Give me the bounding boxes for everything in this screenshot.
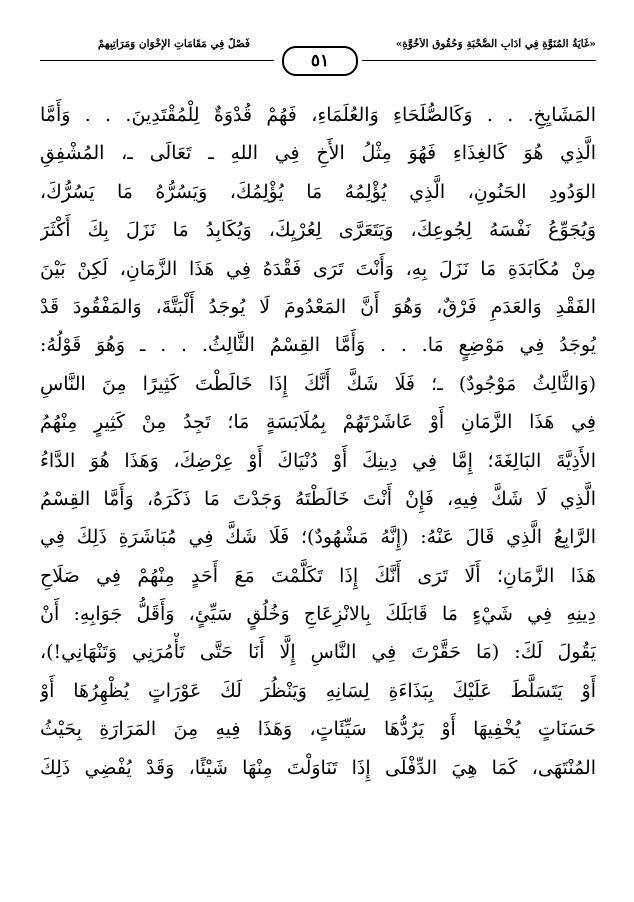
text-line: دِينِهِ فِي شَيْءٍ مَا قَابَلَكَ بِالانْزِعَاجِ وَخُلُقٍ سَيِّئٍ، وَأَقَلُّ جَوَابِهِ: أَنْ — [40, 603, 596, 626]
header-rule-right — [362, 60, 596, 61]
text-line: مِنْ مُكَابَدَةِ مَا نَزَلَ بِهِ، وَأَنْتَ تَرَى فَقْدَهُ فِي هَذَا الزَّمَانِ، لَكِنْ بَيْنَ — [40, 257, 596, 280]
page-number-badge: ٥١ — [282, 46, 358, 76]
text-line: يُوجَدُ فِي مَوْضِعٍ مَا. . . وَأَمَّا القِسْمُ الثَّالِثُ. . . ـ وَهُوَ قَوْلُهُ: — [40, 334, 596, 357]
text-line: يَقُولَ لَكَ: (مَا حَقَّرْتَ فِي النَّاسِ إِلَّا أَنَا حَتَّى تَأْمُرَنِي وَتَنْهَانِي!)، — [40, 641, 596, 664]
text-line: الفَقْدِ وَالعَدَمِ فَرْقٌ، وَهُوَ أَنَّ المَعْدُومَ لَا يُوجَدُ أَلْبَتَّةَ، وَالمَفْقُودَ قَدْ — [40, 295, 596, 318]
text-line: فِي هَذَا الزَّمَانِ أَوْ عَاشَرْتَهُمْ بِمُلَابَسَةٍ مَا؛ تَجِدُ مِنْ كَثِيرٍ مِنْهُمُ — [40, 411, 596, 434]
header-rule-left — [40, 60, 274, 61]
running-title-book: «غَايَةُ المُنَوَّةِ فِي آدَابِ الصُّحْبَةِ وَحُقُوقِ الأُخُوَّةِ» — [395, 38, 596, 50]
text-line: الَّذِي لَا شَكَّ فِيهِ، فَإِنْ أَنْتَ خَالَطْتَهُ وَجَدْتَ مَا ذَكَرَهُ، وَأَمَّا القِسْمُ — [40, 487, 596, 510]
text-line: حَسَنَاتٍ يُخْفِيهَا أَوْ يَرُدُّهَا سَيِّئَاتٍ، وَهَذَا فِيهِ مِنَ المَرَارَةِ بِحَيْثُ — [40, 718, 596, 741]
running-title-chapter: فَصْلٌ فِي مَقَامَاتِ الإِخْوَانِ وَمَرَاتِبِهِمْ — [97, 38, 250, 50]
text-line: المَشَايِخِ. . . وَكَالصُّلَحَاءِ وَالعُلَمَاءِ، فَهُمْ قُدْوَةٌ لِلْمُقْتَدِينَ. . . وَأَمَّا — [40, 104, 596, 126]
text-line: الأَذِيَّةَ البَالِغَةَ؛ إِمَّا فِي دِينِكَ أَوْ دُنْيَاكَ أَوْ عِرْضِكَ، وَهَذَا هُوَ الدَّاءُ — [40, 449, 596, 472]
text-line: الوَدُودِ الحَنُونِ، الَّذِي يُؤْلِمُهُ مَا يُؤْلِمُكَ، وَيَسُرُّهُ مَا يَسُرُّكَ، — [40, 180, 596, 203]
main-text — [40, 96, 596, 787]
page-header — [40, 30, 596, 80]
text-line: الرَّابِعُ الَّذِي قَالَ عَنْهُ: (إِنَّهُ مَشْهُودٌ)؛ فَلَا شَكَّ فِي مُبَاشَرَةِ ذَلِكَ فِي — [40, 526, 596, 549]
text-line: أَوْ يَتَسَلَّطَ عَلَيْكَ بِبَذَاءَةِ لِسَانِهِ وَيَنْظُرَ لَكَ عَوْرَاتٍ يُظْهِرُهَا أَوْ — [40, 679, 596, 702]
text-line: (وَالثَّالِثُ مَوْجُودٌ) ـ؛ فَلَا شَكَّ أَنَّكَ إِذَا خَالَطْتَ كَثِيرًا مِنَ النَّاسِ — [40, 372, 596, 395]
text-line: هَذَا الزَّمَانِ؛ أَلَا تَرَى أَنَّكَ إِذَا تَكَلَّمْتَ مَعَ أَحَدٍ مِنْهُمْ فِي صَلَاحِ — [40, 564, 596, 587]
text-line: الَّذِي هُوَ كَالغِذَاءِ فَهُوَ مِثْلُ الأَخِ فِي اللهِ ـ تَعَالَى ـ، المُشْفِقِ — [40, 142, 596, 165]
text-line: وَيُجَوِّعُ نَفْسَهُ لِجُوعِكَ، وَيَتَعَرَّى لِعُرْيِكَ، وَيُكَابِدُ مَا نَزَلَ بِكَ أَكْثَرَ — [40, 219, 596, 242]
text-line: المُنْتَهَى، كَمَا هِيَ الدِّفْلَى إِذَا تَنَاوَلْتَ مِنْهَا شَيْئًا، وَقَدْ يُفْضِي ذَلِكَ — [40, 756, 596, 779]
